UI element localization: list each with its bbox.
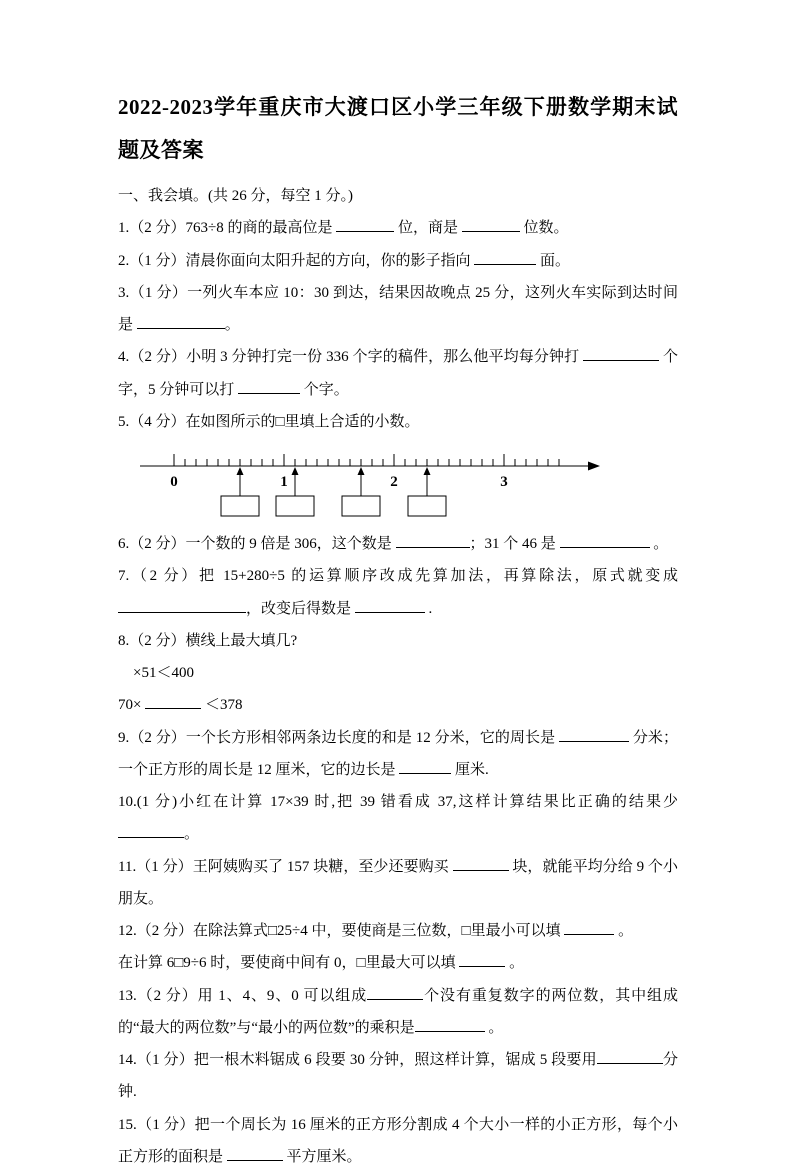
answer-blank [145, 694, 201, 709]
answer-blank [227, 1146, 283, 1161]
question-text: 5.（4 分）在如图所示的□里填上合适的小数。 [118, 413, 420, 430]
axis-label: 0 [170, 474, 178, 491]
answer-blank [559, 727, 629, 742]
question-text: 70× [118, 697, 146, 714]
up-arrow-head [424, 467, 431, 475]
question-text: 厘米. [451, 761, 489, 778]
question-text: 10.(1 分)小红在计算 17×39 时,把 39 错看成 37,这样计算结果比正确的结果少 [118, 794, 678, 811]
question-text: 平方厘米。 [282, 1148, 362, 1165]
question-text: ×51＜400 [133, 665, 194, 682]
question-item [118, 786, 678, 851]
question-text: 4.（2 分）小明 3 分钟打完一份 336 个字的稿件，那么他平均每分钟打 [118, 349, 584, 366]
question-item [118, 980, 678, 1045]
answer-blank [336, 217, 394, 232]
up-arrow-head [358, 467, 365, 475]
question-item [118, 277, 678, 342]
question-text: 。 [484, 1019, 504, 1036]
answer-blank [583, 346, 659, 361]
answer-blank [396, 533, 470, 548]
question-text: 。 [649, 536, 669, 553]
question-text: 14.（1 分）把一根木料锯成 6 段要 30 分钟，照这样计算，锯成 5 段要用 [118, 1052, 597, 1069]
question-item [118, 689, 678, 721]
answer-blank [399, 759, 451, 774]
question-text: ＜378 [201, 697, 243, 714]
answer-blank [564, 920, 614, 935]
question-item [118, 212, 678, 244]
answer-blank [367, 985, 423, 1000]
number-line [136, 446, 606, 522]
question-text: 13.（2 分）用 1、4、9、0 可以组成 [118, 987, 368, 1004]
question-text: 个字，5 分钟可以打 [118, 349, 678, 398]
question-text: 块，就能平均分给 9 个小朋友。 [118, 858, 678, 907]
question-item [118, 1044, 678, 1109]
question-item [118, 406, 678, 438]
question-text: 1.（2 分）763÷8 的商的最高位是 [118, 220, 337, 237]
question-text: 在计算 6□9÷6 时，要使商中间有 0，□里最大可以填 [118, 955, 460, 972]
question-item [118, 657, 678, 689]
page-title: 2022-2023学年重庆市大渡口区小学三年级下册数学期末试题及答案 [118, 95, 678, 163]
number-line-figure [136, 446, 678, 522]
question-text: 9.（2 分）一个长方形相邻两条边长度的和是 12 分米，它的周长是 [118, 729, 560, 746]
question-item [118, 560, 678, 625]
question-text: 2.（1 分）清晨你面向太阳升起的方向，你的影子指向 [118, 252, 475, 269]
section-header: 一、我会填。(共 26 分，每空 1 分。) [118, 188, 353, 205]
question-text: 。 [224, 317, 240, 334]
answer-blank [453, 856, 509, 871]
answer-blank [137, 314, 225, 329]
question-text: 6.（2 分）一个数的 9 倍是 306，这个数是 [118, 536, 396, 553]
question-list-top [118, 212, 678, 438]
answer-box [221, 496, 259, 516]
question-text: 3.（1 分）一列火车本应 10：30 到达，结果因故晚点 25 分，这列火车实际到达时间是 [118, 284, 678, 334]
axis-label: 2 [390, 474, 398, 491]
answer-blank [474, 250, 536, 265]
question-text: 7.（2 分）把 15+280÷5 的运算顺序改成先算加法，再算除法，原式就变成 [118, 568, 678, 585]
question-text: 分钟. [118, 1052, 678, 1101]
question-text: 15.（1 分）把一个周长为 16 厘米的正方形分割成 4 个大小一样的小正方形，每个小正方形的面积是 [118, 1116, 678, 1165]
question-text: 11.（1 分）王阿姨购买了 157 块糖，至少还要购买 [118, 858, 453, 875]
answer-box [276, 496, 314, 516]
question-item [118, 625, 678, 657]
question-text: 位，商是 [394, 220, 462, 237]
question-text: 面。 [536, 252, 571, 269]
question-list-bottom [118, 528, 678, 1173]
question-item [118, 245, 678, 277]
question-item [118, 851, 678, 916]
answer-blank [238, 379, 300, 394]
question-text: 12.（2 分）在除法算式□25÷4 中，要使商是三位数，□里最小可以填 [118, 923, 565, 940]
axis-label: 3 [500, 474, 508, 491]
question-text: 。 [505, 955, 525, 972]
answer-blank [597, 1049, 663, 1064]
question-text: 个没有重复数字的两位数，其中组成的“最大的两位数”与“最小的两位数”的乘积是 [118, 987, 678, 1036]
question-text: ；31 个 46 是 [469, 536, 560, 553]
question-item [118, 528, 678, 560]
question-text: 。 [184, 826, 200, 843]
answer-blank [560, 533, 650, 548]
answer-blank [355, 598, 425, 613]
up-arrow-head [237, 467, 244, 475]
question-text: . [424, 600, 433, 617]
question-text: 。 [614, 923, 634, 940]
question-text: 位数。 [519, 220, 569, 237]
axis-arrow-head [588, 462, 600, 471]
question-item [118, 341, 678, 406]
page-content [118, 86, 678, 1173]
question-text: 个字。 [300, 381, 349, 398]
question-item [118, 1109, 678, 1173]
answer-box [342, 496, 380, 516]
question-text: 8.（2 分）横线上最大填几? [118, 632, 298, 649]
answer-blank [118, 598, 246, 613]
up-arrow-head [292, 467, 299, 475]
question-item [118, 722, 678, 787]
answer-blank [459, 952, 505, 967]
question-item [118, 915, 678, 947]
question-item [118, 947, 678, 979]
answer-blank [415, 1017, 485, 1032]
question-text: 分米；一个正方形的周长是 12 厘米，它的边长是 [118, 729, 678, 778]
answer-box [408, 496, 446, 516]
axis-label: 1 [280, 474, 288, 491]
answer-blank [118, 823, 184, 838]
answer-blank [462, 217, 520, 232]
question-text: ，改变后得数是 [246, 600, 355, 617]
